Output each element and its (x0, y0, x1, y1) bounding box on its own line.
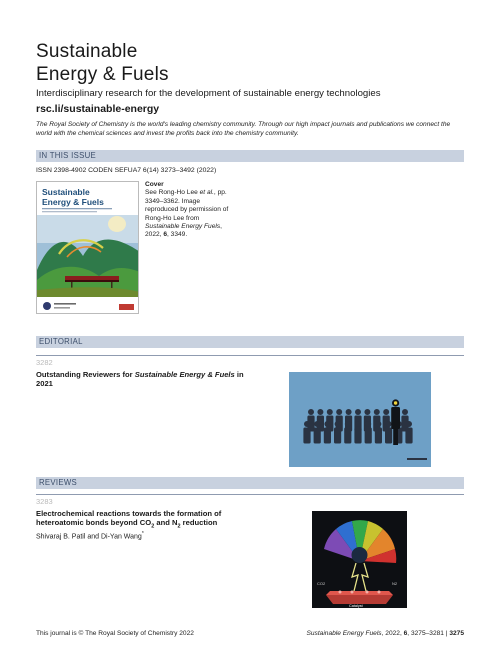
reviewer-figure-head (308, 409, 314, 415)
cover-caption-title: Cover (145, 181, 164, 188)
reviewer-figure-body (324, 428, 331, 444)
reviewer-figure-head (406, 421, 412, 427)
cover-caption-year: , 2022, (145, 223, 222, 239)
cover-caption (145, 181, 230, 240)
highlighted-reviewer-glow (394, 401, 397, 404)
review-title-sub2: 2 (177, 523, 181, 530)
reviewer-figure-body (344, 428, 351, 444)
footer-citation: Sustainable Energy Fuels, 2022, 6, 3275–3281 | 3275 (306, 630, 464, 637)
cover-caption-end: , 3349. (167, 231, 188, 239)
reviewer-figure-body (405, 428, 412, 444)
reviewer-figure-head (355, 421, 361, 427)
illustration-credit-mark (407, 458, 427, 460)
toc-label-n2: N2 (392, 581, 398, 586)
cover-caption-journal: Sustainable Energy Fuels (145, 223, 221, 231)
reviewer-figure-head (355, 409, 361, 415)
reviews-label: REVIEWS (39, 478, 78, 487)
reviewer-figure-head (383, 409, 389, 415)
reviews-rule (36, 494, 464, 495)
review-graphic[interactable] (312, 511, 407, 608)
reviewer-figure-body (354, 428, 361, 444)
toc-label-catalyst: Catalyst (349, 604, 363, 608)
editorial-title-link[interactable] (36, 370, 256, 389)
reviewer-figure-head (375, 421, 381, 427)
editorial-bar (36, 336, 464, 348)
reviewer-figure-body (334, 428, 341, 444)
reviewer-figure-head (335, 421, 341, 427)
journal-title-line2: Energy & Fuels (36, 64, 169, 85)
reviewer-figure-head (327, 409, 333, 415)
journal-title-line1: Sustainable (36, 41, 138, 62)
editorial-page-number: 3282 (36, 358, 53, 367)
reviewer-figure-body (314, 428, 321, 444)
highlighted-reviewer-body (391, 407, 400, 429)
review-title-sub1: 2 (151, 523, 155, 530)
reviews-bar (36, 477, 464, 489)
reviewer-figure-head (324, 421, 330, 427)
journal-tagline: Interdisciplinary research for the development of sustainable energy technologies (36, 88, 381, 99)
editorial-rule (36, 355, 464, 356)
cover-illustration (37, 182, 139, 314)
cover-caption-pre: See Rong-Ho Lee (145, 189, 200, 197)
journal-title (36, 40, 169, 86)
review-page-number: 3283 (36, 497, 53, 506)
corresponding-author-mark: * (141, 531, 144, 537)
journal-url-link[interactable]: rsc.li/sustainable-energy (36, 103, 160, 115)
cover-title-line1: Sustainable (42, 187, 90, 197)
review-title-line2: heteroatomic bonds beyond $CO_2$ and $N_2$ reduction (36, 518, 218, 530)
rsc-statement: The Royal Society of Chemistry is the world's leading chemistry community. Through our high impact journals and publications we connect the world with the chemical sciences and invest the profits back into the chemistry community. (36, 121, 451, 137)
reviewer-figure-head (304, 421, 310, 427)
editorial-title-journal: Sustainable Energy & Fuels (134, 370, 235, 379)
footer-copyright: This journal is © The Royal Society of Chemistry 2022 (36, 630, 194, 637)
cover-image[interactable] (36, 181, 139, 314)
in-this-issue-bar (36, 150, 464, 162)
reviewer-figure-head (364, 409, 370, 415)
cover-caption-etal: et al. (199, 189, 214, 197)
reviewer-figure-body (385, 428, 392, 444)
cover-title-line2: Energy & Fuels (42, 197, 104, 207)
reviewer-figure-body (303, 428, 310, 444)
editorial-title-post: in 2021 (36, 370, 244, 389)
review-title-line1: Electrochemical reactions towards the formation of (36, 509, 222, 518)
issn-line: ISSN 2398-4902 CODEN SEFUA7 6(14) 3273–3492 (2022) (36, 167, 217, 174)
toc-label-co2: CO2 (317, 581, 326, 586)
editorial-title-pre: Outstanding Reviewers for (36, 370, 135, 379)
in-this-issue-label: IN THIS ISSUE (39, 151, 97, 160)
reviewer-figure-head (402, 409, 408, 415)
reviewer-figure-head (374, 409, 380, 415)
review-authors: Shivaraj B. Patil and Di-Yan Wang* (36, 531, 144, 541)
footer-page-number: 3275 (449, 630, 464, 637)
highlighted-reviewer-legs (393, 429, 398, 445)
reviewer-figure-body (375, 428, 382, 444)
editorial-graphic[interactable] (289, 372, 431, 467)
review-title-link[interactable] (36, 509, 276, 532)
reviewer-figure-body (365, 428, 372, 444)
editorial-label: EDITORIAL (39, 337, 83, 346)
reviewer-figure-head (317, 409, 323, 415)
reviewer-figure-head (346, 409, 352, 415)
reviewer-figure-head (336, 409, 342, 415)
reviewer-figure-head (386, 421, 392, 427)
reviewer-figure-head (365, 421, 371, 427)
cover-caption-vol: 6 (163, 231, 168, 239)
cover-caption-mid: , pp. 3349–3362. Image reproduced by permission of Rong-Ho Lee from (145, 189, 229, 222)
reviewer-figure-head (314, 421, 320, 427)
reviewers-illustration (289, 372, 431, 467)
reviewer-figure-head (345, 421, 351, 427)
electrochemistry-illustration (312, 511, 407, 608)
